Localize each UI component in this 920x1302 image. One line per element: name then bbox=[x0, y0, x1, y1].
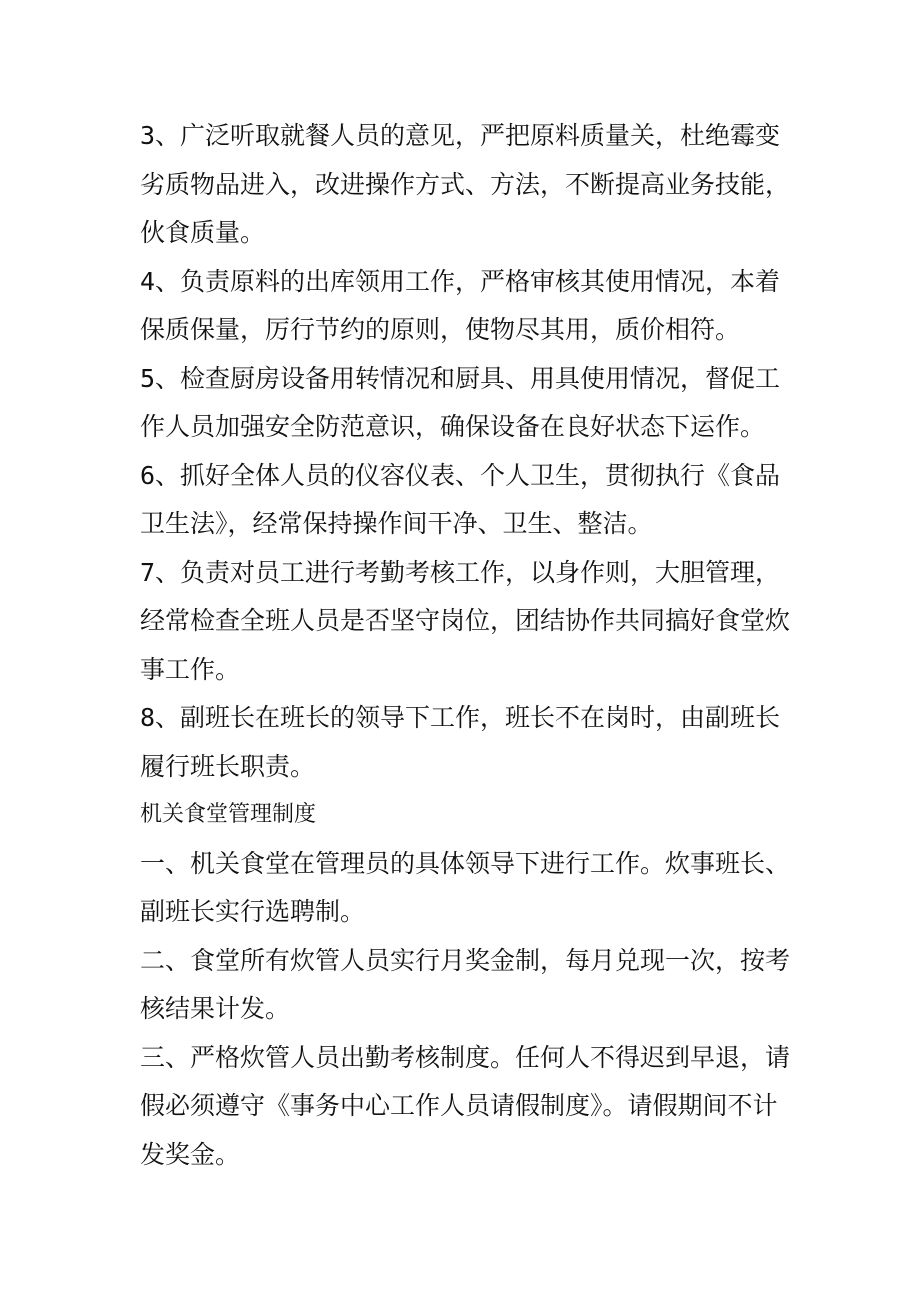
text-line: 核结果计发。 bbox=[140, 994, 291, 1023]
text-line: 履行班长职责。 bbox=[140, 751, 316, 781]
text-line: 作人员加强安全防范意识，确保设备在良好状态下运作。 bbox=[140, 412, 766, 441]
text-line: 发奖金。 bbox=[140, 1139, 241, 1169]
text-line: 伙食质量。 bbox=[140, 218, 266, 247]
text-line: 8、副班长在班长的领导下工作，班长不在岗时，由副班长 bbox=[140, 703, 781, 732]
text-line: 4、负责原料的出库领用工作，严格审核其使用情况，本着 bbox=[140, 266, 781, 296]
text-line: 3、广泛听取就餐人员的意见，严把原料质量关，杜绝霉变 bbox=[140, 121, 781, 150]
text-line: 6、抓好全体人员的仪容仪表、个人卫生，贯彻执行《食品 bbox=[140, 460, 781, 490]
text-line: 二、食堂所有炊管人员实行月奖金制，每月兑现一次，按考 bbox=[140, 945, 791, 975]
section-heading: 机关食堂管理制度 bbox=[140, 802, 317, 827]
text-line: 保质保量，厉行节约的原则，使物尽其用，质价相符。 bbox=[140, 315, 741, 344]
text-line: 事工作。 bbox=[140, 654, 241, 684]
text-line: 经常检查全班人员是否坚守岗位，团结协作共同搞好食堂炊 bbox=[140, 606, 791, 635]
text-line: 假必须遵守《事务中心工作人员请假制度》。请假期间不计 bbox=[140, 1091, 778, 1120]
text-line: 三、严格炊管人员出勤考核制度。任何人不得迟到早退，请 bbox=[140, 1042, 791, 1072]
text-line: 副班长实行选聘制。 bbox=[140, 897, 366, 926]
text-line: 卫生法》，经常保持操作间干净、卫生、整洁。 bbox=[140, 509, 653, 538]
text-line: 劣质物品进入，改进操作方式、方法，不断提高业务技能， bbox=[140, 169, 791, 199]
document-body bbox=[140, 112, 800, 1179]
text-line: 一、机关食堂在管理员的具体领导下进行工作。炊事班长、 bbox=[140, 848, 791, 878]
text-line: 5、检查厨房设备用转情况和厨具、用具使用情况，督促工 bbox=[140, 363, 781, 393]
text-line: 7、负责对员工进行考勤考核工作，以身作则，大胆管理， bbox=[140, 557, 781, 587]
